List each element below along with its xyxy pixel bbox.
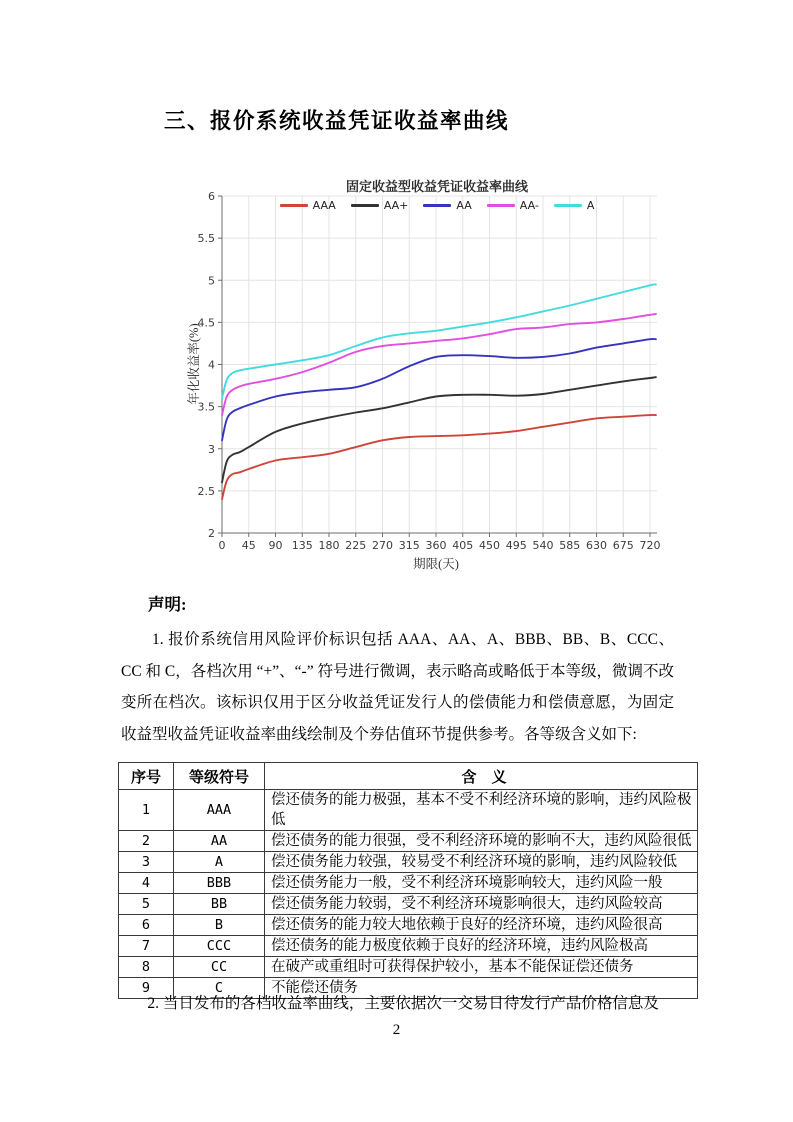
- chart-title: 固定收益型收益凭证收益率曲线: [345, 179, 528, 194]
- curve-AA: [222, 339, 656, 440]
- x-tick-label: 360: [425, 539, 447, 552]
- table-cell: BB: [174, 894, 265, 915]
- table-cell: CC: [174, 957, 265, 978]
- table-row: [119, 873, 698, 894]
- legend-line-swatch: [280, 204, 308, 207]
- x-tick-label: 135: [291, 539, 313, 552]
- rating-meaning-table: [118, 762, 698, 999]
- legend-item: [280, 199, 336, 212]
- table-header-row: [119, 763, 698, 790]
- table-row: [119, 831, 698, 852]
- table-cell: 7: [119, 936, 174, 957]
- x-tick-label: 180: [318, 539, 340, 552]
- legend-label: AA-: [519, 199, 539, 212]
- table-row: [119, 957, 698, 978]
- curve-AA+: [222, 377, 656, 482]
- table-cell: AA: [174, 831, 265, 852]
- page-number: 2: [392, 1022, 401, 1038]
- table-cell: 在破产或重组时可获得保护较小，基本不能保证偿还债务: [265, 957, 698, 978]
- declaration-label: 声明:: [148, 595, 187, 614]
- table-header-cell: 序号: [119, 763, 174, 790]
- y-tick-label: 2: [208, 527, 215, 540]
- y-tick-label: 3: [208, 442, 215, 456]
- table-cell: A: [174, 852, 265, 873]
- table-row: [119, 936, 698, 957]
- table-cell: 偿还债务的能力很强，受不利经济环境的影响不大，违约风险很低: [265, 831, 698, 852]
- chart-plot-area: [185, 173, 690, 575]
- declaration-paragraph-1: 1. 报价系统信用风险评价标识包括 AAA、AA、A、BBB、BB、B、CCC、CC 和 C，各档次用 “+”、“-” 符号进行微调，表示略高或略低于本等级，微调不改变所在档次。该标识仅用于区分收益凭证发行人的偿债能力和偿债意愿，为固定收益型收益凭证收益率曲线绘制及个券估值环节提供参考。各等级含义如下:: [121, 631, 674, 743]
- table-cell: C: [174, 978, 265, 999]
- declaration-paragraph-2: 2. 当日发布的各档收益率曲线，主要依据次一交易日待发行产品价格信息及: [147, 995, 659, 1012]
- table-header-cell: 等级符号: [174, 763, 265, 790]
- table-cell: 偿还债务能力一般，受不利经济环境影响较大，违约风险一般: [265, 873, 698, 894]
- x-axis-label: 期限(天): [413, 557, 459, 571]
- legend-item: [554, 199, 595, 212]
- legend-label: A: [586, 199, 595, 212]
- table-cell: AAA: [174, 790, 265, 831]
- x-tick-label: 450: [479, 539, 500, 552]
- legend-line-swatch: [423, 204, 451, 207]
- y-tick-label: 5.5: [197, 232, 215, 246]
- section-heading: 三、报价系统收益凭证收益率曲线: [164, 109, 510, 133]
- table-cell: 偿还债务的能力极强，基本不受不利经济环境的影响，违约风险极低: [265, 790, 698, 831]
- legend-line-swatch: [554, 204, 582, 207]
- table-row: [119, 915, 698, 936]
- table-cell: 偿还债务能力较强，较易受不利经济环境的影响，违约风险较低: [265, 852, 698, 873]
- table-row: [119, 790, 698, 831]
- x-tick-label: 675: [612, 539, 634, 552]
- x-tick-label: 540: [532, 539, 554, 552]
- x-tick-label: 225: [345, 539, 367, 552]
- legend-label: AAA: [312, 199, 336, 212]
- table-cell: 8: [119, 957, 174, 978]
- y-tick-label: 4: [208, 358, 215, 372]
- x-tick-label: 45: [241, 539, 256, 552]
- x-tick-label: 630: [586, 539, 607, 552]
- x-tick-label: 495: [505, 539, 527, 552]
- y-tick-label: 3.5: [197, 400, 215, 414]
- table-cell: 4: [119, 873, 174, 894]
- table-cell: 1: [119, 790, 174, 831]
- table-cell: CCC: [174, 936, 265, 957]
- x-tick-label: 405: [452, 539, 474, 552]
- legend-item: [423, 199, 471, 212]
- table-cell: 9: [119, 978, 174, 999]
- table-header-cell: 含 义: [265, 763, 698, 790]
- x-tick-label: 90: [268, 539, 283, 552]
- table-cell: 偿还债务的能力极度依赖于良好的经济环境，违约风险极高: [265, 936, 698, 957]
- x-tick-label: 315: [398, 539, 420, 552]
- y-tick-label: 5: [208, 274, 215, 288]
- table-cell: 5: [119, 894, 174, 915]
- y-axis-label: 年化收益率(%): [187, 323, 201, 405]
- chart-legend: [222, 199, 652, 212]
- x-tick-label: 720: [639, 539, 661, 552]
- table-row: [119, 894, 698, 915]
- table-cell: 偿还债务的能力较大地依赖于良好的经济环境，违约风险很高: [265, 915, 698, 936]
- legend-line-swatch: [487, 204, 515, 207]
- legend-label: AA+: [383, 199, 409, 212]
- legend-label: AA: [456, 199, 472, 212]
- table-cell: 3: [119, 852, 174, 873]
- table-cell: 偿还债务能力较弱，受不利经济环境影响很大，违约风险较高: [265, 894, 698, 915]
- table-cell: BBB: [174, 873, 265, 894]
- table-row: [119, 852, 698, 873]
- legend-item: [487, 199, 539, 212]
- x-tick-label: 585: [559, 539, 581, 552]
- table-cell: B: [174, 915, 265, 936]
- x-tick-label: 0: [218, 539, 226, 552]
- legend-item: [351, 199, 409, 212]
- y-tick-label: 2.5: [197, 484, 215, 498]
- x-tick-label: 270: [372, 539, 393, 552]
- table-cell: 2: [119, 831, 174, 852]
- y-tick-label: 4.5: [197, 316, 215, 330]
- legend-line-swatch: [351, 204, 379, 207]
- y-tick-label: 6: [208, 190, 215, 203]
- yield-curve-chart: [185, 173, 690, 575]
- table-cell: 不能偿还债务: [265, 978, 698, 999]
- table-cell: 6: [119, 915, 174, 936]
